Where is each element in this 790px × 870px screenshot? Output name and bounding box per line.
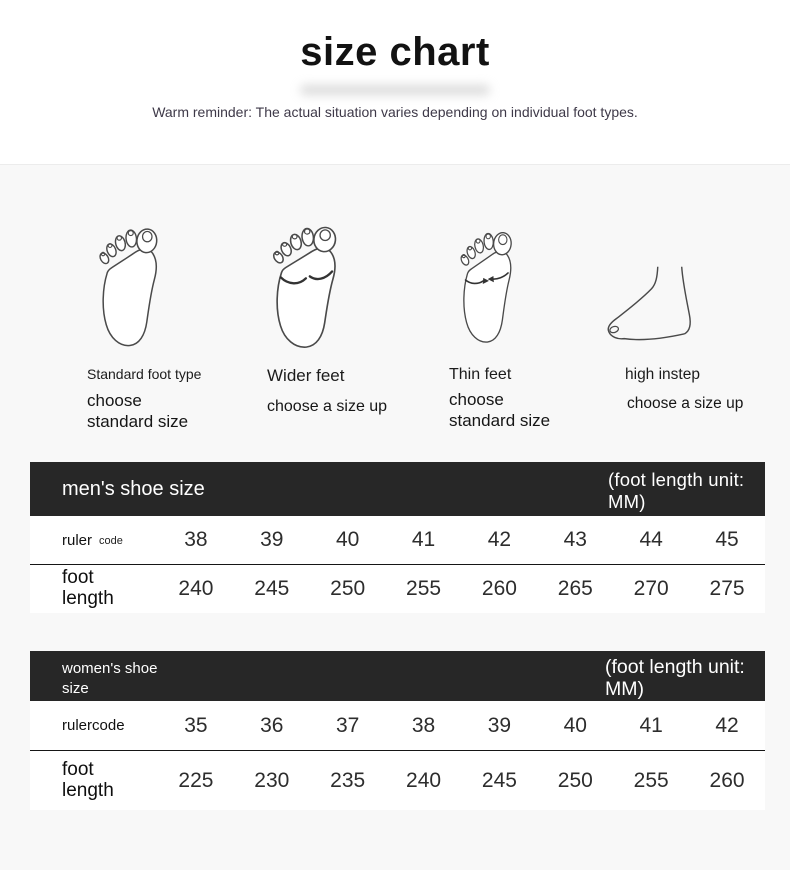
womens-table-header: [30, 651, 765, 701]
foot-type-label: Wider feet: [267, 366, 345, 385]
title-section: [0, 0, 790, 165]
mens-size-cell: 45: [715, 528, 739, 551]
page-title: size chart: [300, 30, 490, 74]
foot-advice-label: choose standard size: [87, 391, 189, 432]
foot-advice-label: choose a size up: [267, 398, 388, 415]
rulercode-label: rulercode: [62, 717, 125, 734]
foot-length-label: foot length: [62, 758, 114, 801]
womens-foot-length-row: [30, 750, 765, 810]
mens-length-cell: 240: [178, 577, 214, 600]
mens-size-cell: 39: [260, 528, 284, 551]
womens-length-cell: 225: [178, 768, 214, 792]
womens-size-cell: 41: [639, 713, 663, 737]
womens-length-cell: 230: [254, 768, 290, 792]
womens-size-cell: 36: [260, 713, 284, 737]
mens-length-cell: 255: [406, 577, 442, 600]
thin-foot-icon: [454, 226, 516, 350]
mens-foot-length-row: [30, 564, 765, 613]
mens-size-cell: 41: [411, 528, 436, 551]
mens-size-table: [30, 462, 765, 613]
standard-foot-icon: [94, 226, 160, 350]
womens-length-cell: 245: [481, 768, 517, 792]
womens-table-title: women's shoe size: [62, 660, 158, 697]
ruler-label: ruler: [62, 531, 93, 549]
womens-ruler-code-row: [30, 701, 765, 750]
mens-unit-note: (foot length unit: MM): [608, 469, 745, 512]
mens-length-cell: 260: [481, 577, 517, 600]
title-shadow: [300, 85, 490, 95]
womens-size-cell: 35: [184, 713, 208, 737]
womens-size-cell: 38: [411, 713, 436, 737]
warm-reminder-text: Warm reminder: The actual situation varies depending on individual foot types.: [152, 104, 638, 120]
womens-length-cell: 255: [633, 768, 669, 792]
womens-length-cell: 250: [557, 768, 593, 792]
code-label: code: [99, 535, 123, 547]
mens-length-cell: 250: [330, 577, 366, 600]
foot-type-label: high instep: [625, 366, 700, 383]
womens-size-cell: 37: [336, 713, 360, 737]
foot-guide-item-standard: [80, 210, 250, 433]
mens-length-cell: 265: [557, 577, 593, 600]
foot-advice-label: choose a size up: [627, 395, 744, 412]
womens-length-cell: 235: [330, 768, 366, 792]
foot-guide-item-wider: [258, 210, 433, 417]
womens-unit-note: (foot length unit: MM): [605, 656, 745, 701]
womens-size-table: [30, 651, 765, 810]
foot-guide-item-thin: [442, 210, 612, 432]
mens-length-cell: 275: [709, 577, 745, 600]
womens-size-cell: 42: [715, 713, 739, 737]
mens-ruler-code-row: [30, 516, 765, 564]
foot-advice-label: choose standard size: [449, 390, 551, 431]
womens-size-cell: 40: [563, 713, 587, 737]
foot-length-label: foot length: [62, 567, 114, 609]
womens-size-cell: 39: [487, 713, 512, 737]
foot-guide-item-high-instep: [598, 210, 783, 413]
foot-type-label: Thin feet: [449, 366, 512, 383]
mens-size-cell: 44: [639, 528, 663, 551]
mens-table-header: [30, 462, 765, 516]
mens-size-cell: 40: [336, 528, 360, 551]
foot-type-label: Standard foot type: [87, 366, 202, 382]
high-instep-icon: [606, 264, 721, 350]
mens-length-cell: 245: [254, 577, 290, 600]
mens-size-cell: 43: [563, 528, 587, 551]
mens-size-cell: 38: [184, 528, 208, 551]
mens-size-cell: 42: [487, 528, 512, 551]
womens-length-cell: 260: [709, 768, 745, 792]
mens-table-title: men's shoe size: [62, 478, 205, 500]
wide-foot-icon: [268, 226, 338, 350]
mens-length-cell: 270: [633, 577, 669, 600]
womens-length-cell: 240: [406, 768, 442, 792]
